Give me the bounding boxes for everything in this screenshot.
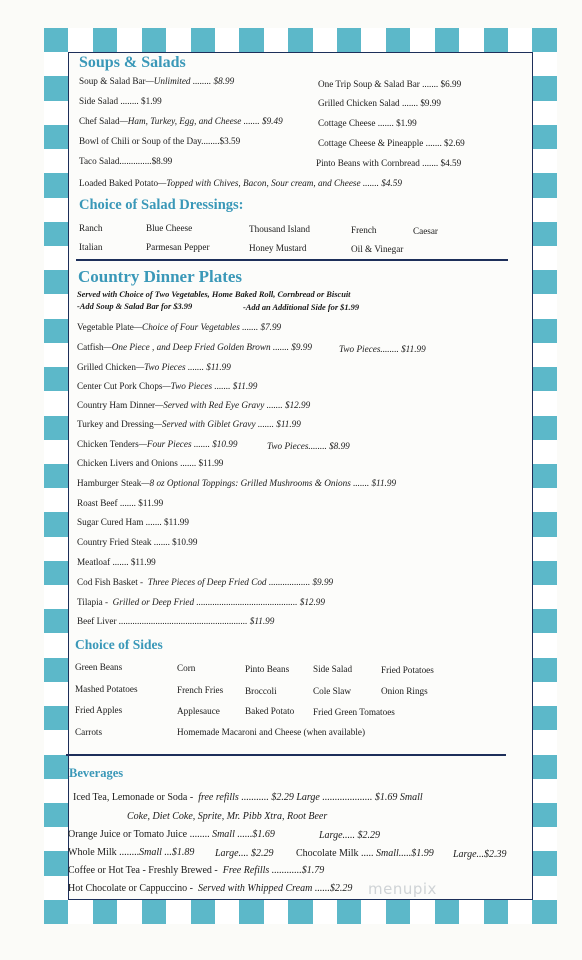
side-item: Pinto Beans	[245, 664, 290, 674]
checker-square	[44, 294, 68, 318]
checker-square	[533, 198, 557, 222]
bev-item-choc-large: Large...$2.39	[453, 849, 507, 860]
menu-item-beef-liver: Beef Liver ........................................................ $11.99	[77, 616, 275, 626]
bev-item-sodas: Coke, Diet Coke, Sprite, Mr. Pibb Xtra, Root Beer	[127, 811, 328, 822]
checker-square	[533, 803, 557, 827]
side-item: Corn	[177, 663, 196, 673]
checker-square	[533, 755, 557, 779]
checker-square	[533, 706, 557, 730]
menu-item-one-trip: One Trip Soup & Salad Bar ....... $6.99	[318, 79, 462, 89]
checker-square	[508, 28, 532, 52]
menu-item-hamburger: Hamburger Steak—8 oz Optional Toppings: Grilled Mushrooms & Onions ....... $11.99	[77, 478, 397, 488]
checker-square	[533, 561, 557, 585]
side-item: Fried Apples	[75, 705, 123, 715]
checker-square	[386, 28, 410, 52]
checker-square	[44, 222, 68, 246]
checker-square	[484, 900, 508, 924]
menu-item-chili: Bowl of Chili or Soup of the Day........$3.59	[79, 136, 241, 146]
checker-square	[288, 28, 312, 52]
section-title-sides: Choice of Sides	[75, 637, 163, 652]
checker-square	[459, 900, 483, 924]
checker-border-left	[44, 28, 68, 924]
checker-square	[533, 149, 557, 173]
bev-item-milk-large: Large.... $2.29	[215, 848, 274, 859]
checker-square	[44, 246, 68, 270]
checker-square	[533, 270, 557, 294]
checker-square	[117, 900, 141, 924]
menu-item-taco-salad: Taco Salad..............$8.99	[79, 156, 173, 166]
checker-square	[533, 343, 557, 367]
checker-square	[44, 706, 68, 730]
dressing-item: French	[351, 225, 377, 235]
checker-square	[435, 900, 459, 924]
menu-item-ham-dinner: Country Ham Dinner—Served with Red Eye Gravy ....... $12.99	[77, 400, 311, 410]
checker-square	[533, 609, 557, 633]
checker-square	[44, 876, 68, 900]
checker-square	[533, 52, 557, 76]
checker-square	[44, 803, 68, 827]
bev-item-milk: Whole Milk ........Small ...$1.89	[68, 847, 195, 858]
bev-item-cocoa: Hot Chocolate or Cappuccino - Served with Whipped Cream ......$2.29	[68, 883, 353, 894]
menu-item-loaded-potato: Loaded Baked Potato—Topped with Chives, Bacon, Sour cream, and Cheese ....... $4.59	[79, 178, 402, 188]
checker-square	[44, 464, 68, 488]
menu-item-chef-salad: Chef Salad—Ham, Turkey, Egg, and Cheese ....... $9.49	[79, 116, 283, 126]
checker-square	[44, 658, 68, 682]
checker-square	[93, 900, 117, 924]
checker-square	[44, 730, 68, 754]
checker-square	[533, 319, 557, 343]
checker-square	[533, 222, 557, 246]
checker-square	[533, 851, 557, 875]
checker-square	[166, 28, 190, 52]
checker-square	[93, 28, 117, 52]
checker-square	[191, 28, 215, 52]
bev-item-juice: Orange Juice or Tomato Juice ........ Small ......$1.69	[68, 829, 275, 840]
menu-item-meatloaf: Meatloaf ....... $11.99	[77, 557, 156, 567]
side-item: Homemade Macaroni and Cheese (when available)	[177, 727, 366, 737]
menu-item-cottage-cheese: Cottage Cheese ....... $1.99	[318, 118, 417, 128]
checker-square	[44, 149, 68, 173]
checker-square	[44, 28, 68, 52]
checker-square	[44, 633, 68, 657]
dressing-item: Italian	[79, 242, 103, 252]
menu-item-pinto-cornbread: Pinto Beans with Cornbread ....... $4.59	[316, 158, 462, 168]
menu-item-soup-salad-bar: Soup & Salad Bar—Unlimited ........ $8.99	[79, 76, 235, 86]
side-item: Baked Potato	[245, 706, 295, 716]
checker-square	[44, 512, 68, 536]
checker-square	[533, 779, 557, 803]
menu-item-tenders-two: Two Pieces........ $8.99	[267, 441, 350, 451]
checker-square	[533, 900, 557, 924]
checker-square	[44, 585, 68, 609]
bev-item-juice-large: Large..... $2.29	[319, 830, 381, 841]
checker-square	[533, 512, 557, 536]
side-item: Broccoli	[245, 686, 277, 696]
bev-item-coffee: Coffee or Hot Tea - Freshly Brewed - Free Refills ............$1.79	[68, 865, 325, 876]
checker-square	[459, 28, 483, 52]
checker-square	[533, 173, 557, 197]
checker-square	[44, 851, 68, 875]
checker-square	[44, 416, 68, 440]
section-title-beverages: Beverages	[69, 766, 124, 780]
checker-square	[533, 658, 557, 682]
section-divider	[76, 259, 508, 261]
checker-square	[288, 900, 312, 924]
dressing-item: Caesar	[413, 226, 438, 236]
checker-square	[533, 537, 557, 561]
checker-square	[533, 585, 557, 609]
bev-item-tea: Iced Tea, Lemonade or Soda - free refills ........... $2.29 Large .................... $1.69 Small	[73, 792, 423, 803]
checker-square	[44, 537, 68, 561]
side-item: Mashed Potatoes	[75, 684, 138, 694]
menu-item-catfish: Catfish—One Piece , and Deep Fried Golden Brown ....... $9.99	[77, 342, 312, 352]
checker-square	[533, 416, 557, 440]
checker-square	[44, 367, 68, 391]
checker-square	[44, 609, 68, 633]
menu-item-grilled-chicken: Grilled Chicken—Two Pieces ....... $11.99	[77, 362, 231, 372]
checker-border-bottom	[44, 900, 557, 924]
dressing-item: Blue Cheese	[146, 223, 193, 233]
checker-square	[313, 28, 337, 52]
menu-item-grilled-chicken-salad: Grilled Chicken Salad ....... $9.99	[318, 98, 441, 108]
checker-square	[337, 900, 361, 924]
checker-square	[44, 900, 68, 924]
checker-square	[117, 28, 141, 52]
dressing-item: Oil & Vinegar	[351, 244, 404, 254]
dressing-item: Ranch	[79, 223, 103, 233]
side-item: Applesauce	[177, 706, 220, 716]
side-item: Side Salad	[313, 664, 353, 674]
checker-square	[44, 125, 68, 149]
dinner-addon-side: -Add an Additional Side for $1.99	[243, 303, 360, 312]
side-item: French Fries	[177, 685, 224, 695]
checker-square	[533, 682, 557, 706]
menu-item-sugar-ham: Sugar Cured Ham ....... $11.99	[77, 517, 189, 527]
side-item: Fried Green Tomatoes	[313, 707, 395, 717]
checker-square	[264, 900, 288, 924]
checker-square	[44, 76, 68, 100]
checker-square	[533, 440, 557, 464]
checker-square	[44, 173, 68, 197]
checker-square	[533, 28, 557, 52]
menu-item-cottage-pineapple: Cottage Cheese & Pineapple ....... $2.69	[318, 138, 465, 148]
checker-square	[533, 246, 557, 270]
checker-square	[533, 827, 557, 851]
checker-square	[215, 28, 239, 52]
dinner-addon-soup: -Add Soup & Salad Bar for $3.99	[77, 302, 193, 311]
checker-square	[410, 900, 434, 924]
side-item: Cole Slaw	[313, 686, 352, 696]
menu-item-side-salad: Side Salad ........ $1.99	[79, 96, 162, 106]
checker-square	[533, 391, 557, 415]
checker-square	[533, 730, 557, 754]
checker-square	[508, 900, 532, 924]
checker-square	[44, 198, 68, 222]
checker-square	[44, 682, 68, 706]
checker-square	[533, 633, 557, 657]
checker-square	[44, 440, 68, 464]
checker-square	[44, 827, 68, 851]
menu-item-veg-plate: Vegetable Plate—Choice of Four Vegetables ....... $7.99	[77, 322, 282, 332]
checker-square	[166, 900, 190, 924]
side-item: Fried Potatoes	[381, 665, 434, 675]
checker-square	[44, 270, 68, 294]
checker-square	[337, 28, 361, 52]
checker-square	[44, 52, 68, 76]
checker-square	[533, 294, 557, 318]
checker-square	[68, 28, 92, 52]
menu-item-tilapia: Tilapia - Grilled or Deep Fried ............................................ $12.99	[77, 597, 325, 607]
checker-square	[264, 28, 288, 52]
menu-item-roast-beef: Roast Beef ....... $11.99	[77, 498, 164, 508]
checker-square	[239, 900, 263, 924]
checker-square	[361, 900, 385, 924]
checker-square	[44, 561, 68, 585]
checker-square	[410, 28, 434, 52]
menu-item-catfish-two: Two Pieces........ $11.99	[339, 344, 426, 354]
checker-square	[44, 319, 68, 343]
checker-border-right	[533, 28, 557, 924]
side-item: Onion Rings	[381, 686, 428, 696]
checker-square	[533, 367, 557, 391]
checker-square	[533, 76, 557, 100]
checker-square	[44, 391, 68, 415]
checker-square	[142, 28, 166, 52]
checker-square	[533, 101, 557, 125]
checker-square	[44, 101, 68, 125]
checker-square	[44, 343, 68, 367]
checker-border-top	[44, 28, 557, 52]
checker-square	[44, 779, 68, 803]
checker-square	[313, 900, 337, 924]
bev-item-choc-milk: Chocolate Milk ..... Small.....$1.99	[296, 848, 434, 859]
checker-square	[44, 755, 68, 779]
menupix-watermark: menupix	[368, 880, 437, 898]
checker-square	[533, 876, 557, 900]
checker-square	[361, 28, 385, 52]
dressing-item: Parmesan Pepper	[146, 242, 210, 252]
menu-item-fried-steak: Country Fried Steak ....... $10.99	[77, 537, 198, 547]
menu-item-cod: Cod Fish Basket - Three Pieces of Deep Fried Cod .................. $9.99	[77, 577, 334, 587]
checker-square	[215, 900, 239, 924]
section-title-dressings: Choice of Salad Dressings:	[79, 197, 244, 213]
section-title-dinner: Country Dinner Plates	[78, 267, 243, 286]
checker-square	[533, 125, 557, 149]
section-divider	[66, 754, 506, 756]
menu-item-livers: Chicken Livers and Onions ....... $11.99	[77, 458, 224, 468]
checker-square	[44, 488, 68, 512]
menu-item-pork-chops: Center Cut Pork Chops—Two Pieces ....... $11.99	[77, 381, 258, 391]
checker-square	[386, 900, 410, 924]
checker-square	[533, 488, 557, 512]
menu-item-tenders: Chicken Tenders—Four Pieces ....... $10.99	[77, 439, 238, 449]
checker-square	[435, 28, 459, 52]
dinner-subtitle: Served with Choice of Two Vegetables, Home Baked Roll, Cornbread or Biscuit	[77, 290, 351, 299]
section-title-soups: Soups & Salads	[79, 54, 186, 71]
checker-square	[191, 900, 215, 924]
dressing-item: Honey Mustard	[249, 243, 307, 253]
checker-square	[239, 28, 263, 52]
checker-square	[142, 900, 166, 924]
side-item: Carrots	[75, 727, 103, 737]
checker-square	[484, 28, 508, 52]
checker-square	[533, 464, 557, 488]
dressing-item: Thousand Island	[249, 224, 310, 234]
menu-item-turkey: Turkey and Dressing—Served with Giblet Gravy ....... $11.99	[77, 419, 301, 429]
side-item: Green Beans	[75, 662, 123, 672]
checker-square	[68, 900, 92, 924]
